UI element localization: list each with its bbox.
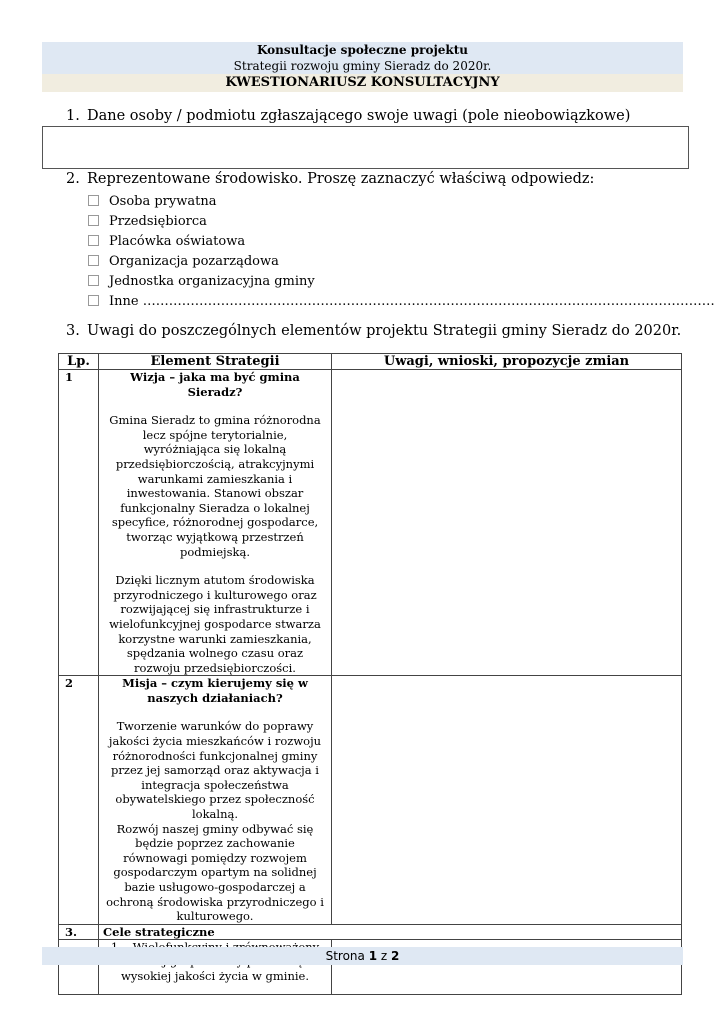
option-organizacja-pozarzadowa[interactable]: [88, 252, 715, 272]
row-number: 2: [59, 676, 99, 925]
table-row: [59, 370, 682, 676]
element-paragraph: Rozwój naszej gminy odbywać się będzie poprzez zachowanie równowagi pomiędzy rozwojem gospodarczym opartym na solidnej bazie usługowo-gospodarczej a ochroną środowiska przyrodniczego i kulturowego.: [106, 821, 324, 924]
option-jednostka-organizacyjna[interactable]: [88, 272, 715, 292]
comment-cell[interactable]: [332, 370, 682, 676]
footer-sep: z: [380, 949, 388, 963]
element-title: Misja – czym kierujemy się w naszych działaniach?: [122, 676, 308, 705]
personal-data-field[interactable]: [42, 126, 689, 169]
table-row: [59, 676, 682, 925]
element-cell: [99, 676, 332, 925]
header-title: KWESTIONARIUSZ KONSULTACYJNY: [42, 74, 683, 92]
footer-page: 1: [368, 949, 378, 963]
column-header-lp: Lp.: [59, 354, 99, 370]
checkbox[interactable]: [88, 255, 99, 266]
row-number: 1: [59, 370, 99, 676]
question-2: [66, 169, 594, 189]
table-header-row: [59, 354, 682, 370]
option-label: Jednostka organizacyjna gminy: [109, 274, 315, 289]
question-1: [66, 106, 630, 126]
header-line-2: Strategii rozwoju gminy Sieradz do 2020r.: [42, 58, 683, 74]
question-3-text: Uwagi do poszczególnych elementów projektu Strategii gminy Sieradz do 2020r.: [87, 323, 682, 339]
option-osoba-prywatna[interactable]: [88, 192, 715, 212]
environment-options: [88, 192, 715, 312]
checkbox[interactable]: [88, 195, 99, 206]
element-paragraph: Tworzenie warunków do poprawy jakości życia mieszkańców i rozwoju różnorodności funkcjonalnej gminy przez jej samorząd oraz aktywacja i integracja społeczeństwa obywatelskiego przez społeczność lokalną.: [108, 719, 322, 822]
section-title: Cele strategiczne: [99, 924, 682, 939]
checkbox[interactable]: [88, 275, 99, 286]
goal-text: wysokiej jakości życia w gminie.: [120, 968, 309, 983]
footer-total: 2: [391, 949, 400, 963]
option-label: Przedsiębiorca: [109, 214, 207, 229]
option-label: Organizacja pozarządowa: [109, 254, 279, 269]
element-paragraph: Gmina Sieradz to gmina różnorodna lecz spójne terytorialnie, wyróżniająca się lokalną przedsiębiorczością, atrakcyjnymi warunkami zamieszkania i inwestowania. Stanowi obszar funkcjonalny Sieradza o lokalnej specyfice, różnorodnej gospodarce, tworząc wyjątkową przestrzeń podmiejską.: [109, 413, 321, 559]
question-3-number: 3.: [66, 323, 80, 339]
option-placowka-oswiatowa[interactable]: [88, 232, 715, 252]
comments-table: [58, 353, 682, 995]
checkbox[interactable]: [88, 295, 99, 306]
question-2-number: 2.: [66, 171, 80, 187]
header-line-1: Konsultacje społeczne projektu: [42, 42, 683, 58]
element-cell: [99, 370, 332, 676]
option-inne[interactable]: [88, 292, 715, 312]
column-header-element: Element Strategii: [99, 354, 332, 370]
checkbox[interactable]: [88, 235, 99, 246]
table-row: [59, 924, 682, 939]
option-label: Placówka oświatowa: [109, 234, 246, 249]
checkbox[interactable]: [88, 215, 99, 226]
option-label: Inne ……………………………………………………………………………………………………………………: [109, 294, 715, 309]
comment-cell[interactable]: [332, 676, 682, 925]
footer-prefix: Strona: [325, 949, 365, 963]
page-footer: [42, 947, 683, 965]
question-2-text: Reprezentowane środowisko. Proszę zaznaczyć właściwą odpowiedz:: [87, 171, 595, 187]
row-number: 3.: [59, 924, 99, 939]
element-title: Wizja – jaka ma być gmina Sieradz?: [130, 370, 300, 399]
question-1-number: 1.: [66, 108, 80, 124]
question-1-text: Dane osoby / podmiotu zgłaszającego swoje uwagi (pole nieobowiązkowe): [87, 108, 631, 124]
option-label: Osoba prywatna: [109, 194, 217, 209]
question-3: [66, 321, 681, 341]
column-header-uwagi: Uwagi, wnioski, propozycje zmian: [332, 354, 682, 370]
element-paragraph: Dzięki licznym atutom środowiska przyrodniczego i kulturowego oraz rozwijającej się infrastrukturze i wielofunkcyjnej gospodarce stwarza korzystne warunki zamieszkania, spędzania wolnego czasu oraz rozwoju przedsiębiorczości.: [109, 573, 321, 675]
option-przedsiebiorca[interactable]: [88, 212, 715, 232]
document-header: [42, 42, 683, 92]
